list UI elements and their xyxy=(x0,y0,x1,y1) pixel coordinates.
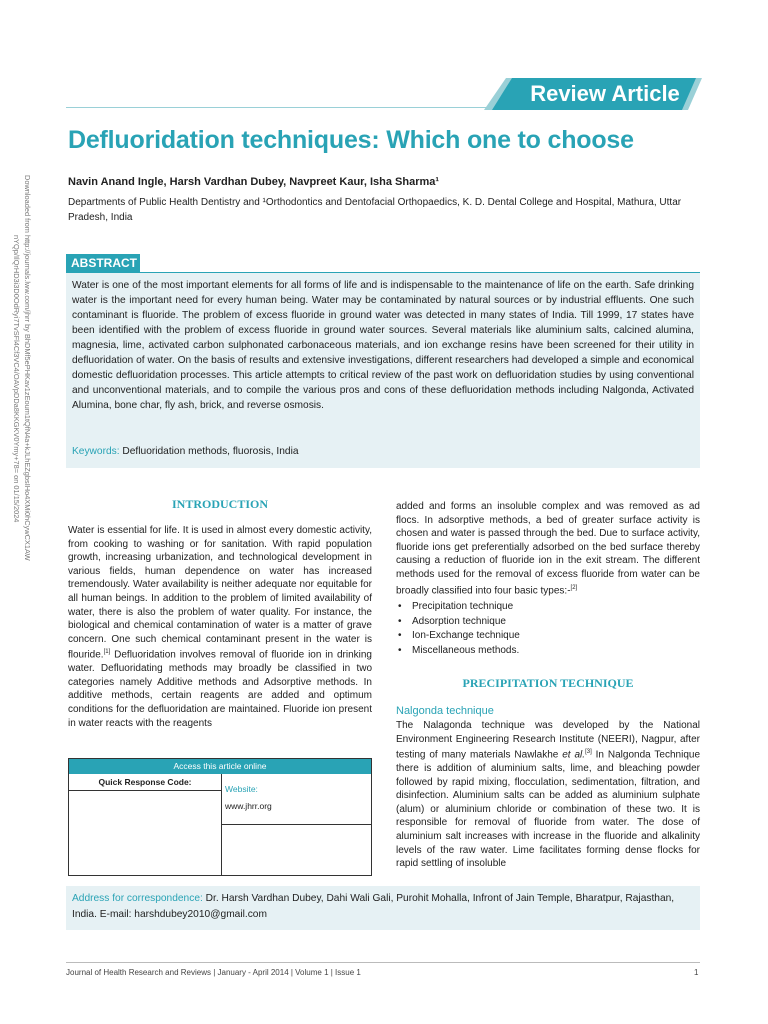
access-header: Access this article online xyxy=(69,759,371,774)
methods-ref-2[interactable]: [2] xyxy=(570,584,578,591)
page-number: 1 xyxy=(694,968,699,977)
list-item: • Adsorption technique xyxy=(396,615,520,630)
qr-code-label: Quick Response Code: xyxy=(69,774,221,791)
precipitation-heading: PRECIPITATION TECHNIQUE xyxy=(462,676,634,690)
abstract-rule xyxy=(140,272,700,273)
footer-rule xyxy=(66,962,700,963)
website-rule xyxy=(222,824,371,825)
nalgonda-paragraph-a: The Nalagonda technique was developed by the National Environment Engineering Research Institute (NEERI), Nagpur, after testing of many materials Nawlakhe xyxy=(396,720,700,761)
list-item: • Miscellaneous methods. xyxy=(396,644,520,659)
paper-title: Defluoridation techniques: Which one to choose xyxy=(68,126,634,154)
website-link[interactable]: www.jhrr.org xyxy=(225,801,272,811)
abstract-text: Water is one of the most important elements for all forms of life and is indispensable to the maintenance of life on the earth. Safe drinking water is the important need for every human being. Water may be contaminated by natural sources or by industrial effluents. One such contaminant is fluoride. The problem of excess fluoride in ground water was detected in many states of India. Till 1999, 17 states have been identified with the problem of excess fluoride in ground water sources. Several materials like aluminium salts, calcined alumina, magnesia, lime, activated carbon sulphonated carbonaceous materials, and ion exchange resins have been screened for their utility in defluoridation of water. On the basis of results and extensive investigations, different researchers had developed a simple and economical domestic defluoridation processes. This article attempts to critical review of the past work on defluoridation studies by using conventional and unconventional materials, and to compile the various pros and cons of these defluoridation methods including Nalgonda, Activated Alumina, bone char, fly ash, brick, and reverse osmosis. xyxy=(72,280,694,411)
intro-paragraph: Water is essential for life. It is used in almost every domestic activity, from cooking to washing or for sanitation. With rapid population growth, increasing urbanization, and technological development in various fields, human dependence on water has increased tremendously. Water availability is neither adequate nor equitable for all human beings. In addition to the problem of limited availability of water, there is also the problem of water quality. For instance, the biological and chemical contamination of water is a matter of grave concern. One such chemical contaminant present in the water is flouride. xyxy=(68,525,372,661)
article-type-label: Review Article xyxy=(530,81,680,106)
keywords-label: Keywords: xyxy=(72,446,120,457)
et-al: et al. xyxy=(562,749,586,761)
journal-footer: Journal of Health Research and Reviews | January - April 2014 | Volume 1 | Issue 1 xyxy=(66,968,361,977)
nalgonda-text xyxy=(396,719,700,871)
keywords-line xyxy=(72,446,299,457)
download-line-2: nYQp/IlQrHD3i3D0OdRyi7TvSFl4Cf3VC4/OAVpDDa8KKGKV0Ymy+78= on 01/15/2024 xyxy=(12,235,21,523)
correspondence-address: Dr. Harsh Vardhan Dubey, Dahi Wali Gali, Purohit Mohalla, Infront of Jain Temple, Bharatpur, Rajasthan, India. E-mail: harshdubey2010@gmail.com xyxy=(72,893,675,920)
introduction-text xyxy=(68,524,372,730)
methods-paragraph: added and forms an insoluble complex and was removed as ad flocs. In adsorptive methods, a bed of greater surface activity is chosen and water is passed through the bed. Due to surface activity, fluoride ions get preferentially adsorbed on the bed surface thereby causing a reduction of fluoride ion in the exit stream. The different methods used for the removal of excess fluoride from water can be broadly classified into four basic types:- xyxy=(396,501,700,596)
access-online-box xyxy=(68,758,372,876)
intro-paragraph-rest: Defluoridation involves removal of fluoride ion in drinking water. Defluoridating methods may broadly be classified in two categories namely Additive methods and Adsorptive methods. In additive methods, certain reagents are added and optimum conditions for the defluoridation are maintained. Fluoride ion present in water reacts with the reagents xyxy=(68,649,372,729)
website-label: Website: xyxy=(225,784,258,794)
intro-ref-1[interactable]: [1] xyxy=(103,649,111,656)
download-sidebar xyxy=(5,175,39,670)
list-item: • Precipitation technique xyxy=(396,600,520,615)
nalgonda-paragraph-b: In Nalgonda Technique there is addition of aluminium salts, lime, and bleaching powder followed by rapid mixing, flocculation, sedimentation, filtration, and disinfection. Aluminium salts can be added as aluminium sulphate (alum) or aluminium chloride or combination of these two. It is responsible for removal of fluoride from water. The dose of aluminium salt increases with increase in the fluoride and alkalinity levels of the raw water. Lime facilitates forming dense flocks for rapid settling of insoluble xyxy=(396,749,701,870)
list-item: • Ion-Exchange technique xyxy=(396,629,520,644)
methods-intro-text xyxy=(396,500,700,597)
correspondence-label: Address for correspondence: xyxy=(72,893,203,904)
abstract-label: ABSTRACT xyxy=(66,254,140,273)
nalgonda-heading: Nalgonda technique xyxy=(396,705,494,717)
affiliation: Departments of Public Health Dentistry and ¹Orthodontics and Dentofacial Orthopaedics, K. D. Dental College and Hospital, Mathura, Uttar Pradesh, India xyxy=(68,197,682,223)
correspondence-text xyxy=(72,891,692,923)
nalgonda-ref-3[interactable]: [3] xyxy=(585,749,592,756)
method-types-list xyxy=(396,600,520,658)
download-line-1: Downloaded from http://journals.lww.com/jhrr by BhDMf5ePHKav1zEoum1tQfN4a+kJLhEZgbsIHo4XMi0hCywCX1AW xyxy=(23,175,32,561)
keywords-value: Defluoridation methods, fluorosis, India xyxy=(122,446,299,457)
article-type-banner xyxy=(484,78,702,110)
author-list: Navin Anand Ingle, Harsh Vardhan Dubey, Navpreet Kaur, Isha Sharma¹ xyxy=(68,176,440,188)
access-row xyxy=(69,774,371,875)
introduction-heading: INTRODUCTION xyxy=(171,497,268,511)
